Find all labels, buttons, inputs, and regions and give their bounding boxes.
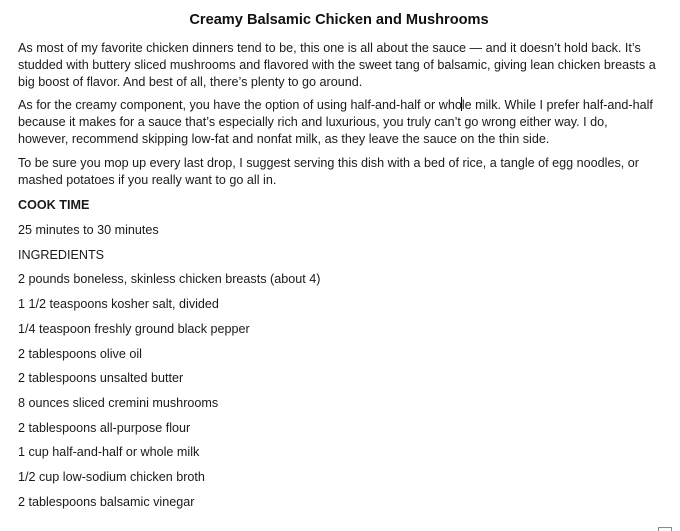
resize-handle-icon[interactable] — [658, 527, 672, 531]
paragraph-2-text-start: As for the creamy component, you have the option of using half-and-half or who — [18, 98, 462, 113]
intro-paragraph-3: To be sure you mop up every last drop, I suggest serving this dish with a bed of rice, a tangle of egg noodles, or mashed potatoes if you really want to go all in. — [18, 155, 639, 187]
ingredient-item: 2 tablespoons balsamic vinegar — [18, 494, 195, 509]
ingredients-heading: INGREDIENTS — [18, 247, 105, 262]
ingredient-item: 2 tablespoons olive oil — [18, 346, 142, 361]
ingredient-item: 1 cup half-and-half or whole milk — [18, 445, 200, 460]
ingredient-item: 1/4 teaspoon freshly ground black pepper — [18, 321, 250, 336]
paragraph-2-text-end: le milk. While I prefer half-and-half because it makes for a sauce that’s especially rich and luxurious, you truly can’t go wrong either way. I do, however, recommend skipping low-fat and nonfat milk, as they leave the sauce on the thin side. — [18, 98, 653, 146]
ingredient-item: 1/2 cup low-sodium chicken broth — [18, 469, 205, 484]
ingredient-item: 2 tablespoons all-purpose flour — [18, 420, 191, 435]
recipe-title: Creamy Balsamic Chicken and Mushrooms — [189, 12, 489, 28]
cook-time-heading: COOK TIME — [18, 198, 90, 213]
cook-time-value: 25 minutes to 30 minutes — [18, 223, 159, 238]
ingredients-list — [18, 271, 660, 518]
intro-paragraph-1: As most of my favorite chicken dinners tend to be, this one is all about the sauce — and it doesn’t hold back. It’s studded with buttery sliced mushrooms and flavored with the sweet tang of balsamic, giving lean chicken breasts a big boost of flavor. And best of all, there’s plenty to go around. — [18, 41, 656, 89]
ingredient-item: 2 pounds boneless, skinless chicken breasts (about 4) — [18, 272, 321, 287]
ingredient-item: 2 tablespoons unsalted butter — [18, 371, 184, 386]
intro-paragraph-2[interactable] — [18, 97, 660, 147]
ingredient-item: 8 ounces sliced cremini mushrooms — [18, 395, 219, 410]
ingredient-item: 1 1/2 teaspoons kosher salt, divided — [18, 297, 219, 312]
